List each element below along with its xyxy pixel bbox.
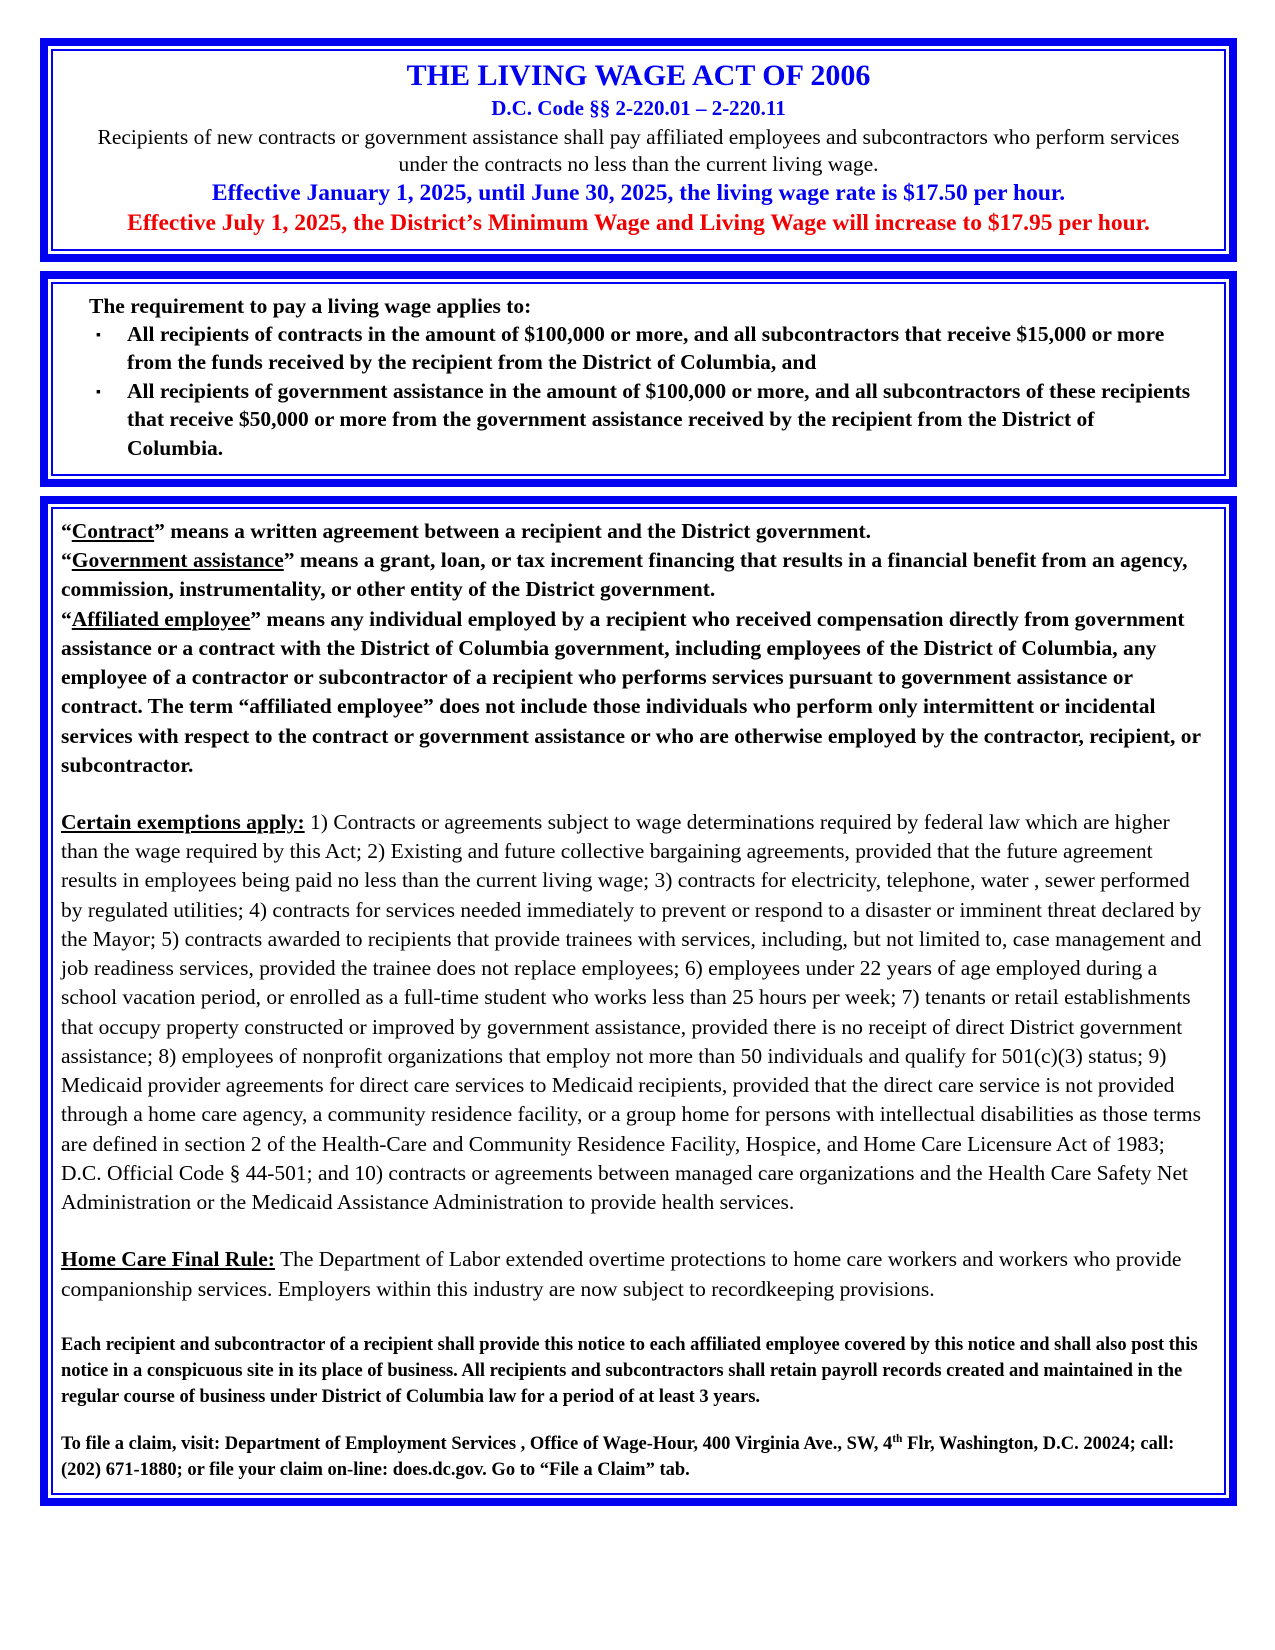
- requirement-text: All recipients of contracts in the amount of $100,000 or more, and all subcontractors that receive $15,000 or more from the funds received by the recipient from the District of Columbia, and: [127, 322, 1165, 375]
- home-care-lead: Home Care Final Rule:: [61, 1247, 275, 1272]
- home-care-text: The Department of Labor extended overtime protections to home care workers and workers who provide companionship services. Employers within this industry are now subject to recordkeeping provisions.: [61, 1247, 1182, 1301]
- code-citation: D.C. Code §§ 2-220.01 – 2-220.11: [491, 95, 786, 120]
- notice-paragraph: Each recipient and subcontractor of a recipient shall provide this notice to each affiliated employee covered by this notice and shall also post this notice in a conspicuous site in its place of business. All recipients and subcontractors shall retain payroll records created and maintained in the regular course of business under District of Columbia law for a period of at least 3 years.: [61, 1334, 1198, 1408]
- exemptions-paragraph: [61, 808, 1210, 1217]
- claim-text-after: Flr, Washington, D.C. 20024; call: (202) 671-1880; or file your claim on-line: does.dc.gov. Go to “File a Claim” tab.: [61, 1433, 1175, 1480]
- bullet-square-icon: ▪: [96, 328, 101, 344]
- open-quote: “: [61, 518, 72, 543]
- claim-superscript: th: [892, 1432, 903, 1445]
- details-box-inner: [51, 507, 1226, 1495]
- requirements-list: [89, 320, 1194, 462]
- effective-rate-current: Effective January 1, 2025, until June 30, 2025, the living wage rate is $17.50 per hour.: [211, 179, 1066, 206]
- effective-rate-future: Effective July 1, 2025, the District’s Minimum Wage and Living Wage will increase to $17.95 per hour.: [127, 210, 1150, 237]
- list-item: [89, 320, 1194, 377]
- claim-text-before: To file a claim, visit: Department of Employment Services , Office of Wage-Hour, 400 Virginia Ave., SW, 4: [61, 1433, 893, 1454]
- definition-text: ” means a written agreement between a recipient and the District government.: [154, 518, 872, 543]
- exemptions-text: 1) Contracts or agreements subject to wage determinations required by federal law which are higher than the wage required by this Act; 2) Existing and future collective bargaining agreements, provided that the future agreement results in employees being paid no less than the current living wage; 3) contracts for electricity, telephone, water , sewer performed by regulated utilities; 4) contracts for services needed immediately to prevent or respond to a disaster or imminent threat declared by the Mayor; 5) contracts awarded to recipients that provide trainees with services, including, but not limited to, case management and job readiness services, provided the trainee does not replace employees; 6) employees under 22 years of age employed during a school vacation period, or enrolled as a full-time student who works less than 25 hours per week; 7) tenants or retail establishments that occupy property constructed or improved by government assistance, provided there is no receipt of direct District government assistance; 8) employees of nonprofit organizations that employ not more than 50 individuals and qualify for 501(c)(3) status; 9) Medicaid provider agreements for direct care services to Medicaid recipients, provided that the direct care service is not provided through a home care agency, a community residence facility, or a group home for persons with intellectual disabilities as those terms are defined in section 2 of the Health-Care and Community Residence Facility, Hospice, and Home Care Licensure Act of 1983; D.C. Official Code § 44-501; and 10) contracts or agreements between managed care organizations and the Health Care Safety Net Administration or the Medicaid Assistance Administration to provide health services.: [61, 810, 1202, 1215]
- requirements-heading: The requirement to pay a living wage applies to:: [89, 293, 532, 318]
- header-box: [40, 38, 1237, 262]
- page-title: THE LIVING WAGE ACT OF 2006: [406, 59, 871, 92]
- intro-text: Recipients of new contracts or government assistance shall pay affiliated employees and subcontractors who perform services under the contracts no less than the current living wage.: [97, 124, 1180, 176]
- list-item: [89, 377, 1194, 462]
- exemptions-lead: Certain exemptions apply:: [61, 810, 305, 834]
- header-box-inner: [51, 49, 1226, 251]
- definition-term: Affiliated employee: [71, 606, 251, 631]
- details-box: [40, 496, 1237, 1506]
- definition-affiliated-employee: [61, 605, 1210, 780]
- requirement-text: All recipients of government assistance in the amount of $100,000 or more, and all subcontractors of these recipients that receive $50,000 or more from the government assistance received by the recipient from the District of Columbia.: [127, 378, 1191, 460]
- claim-paragraph: [61, 1431, 1210, 1484]
- home-care-paragraph: [61, 1245, 1210, 1303]
- definition-contract: [61, 517, 1210, 546]
- definition-text: ” means any individual employed by a recipient who received compensation directly from government assistance or a contract with the District of Columbia government, including employees of the District of Columbia, any employee of a contractor or subcontractor of a recipient who performs services pursuant to government assistance or contract. The term “affiliated employee” does not include those individuals who perform only intermittent or incidental services with respect to the contract or government assistance or who are otherwise employed by the contractor, recipient, or subcontractor.: [61, 606, 1201, 777]
- bullet-square-icon: ▪: [96, 384, 101, 400]
- requirements-box: [40, 271, 1237, 487]
- open-quote: “: [61, 548, 72, 573]
- definition-text: ” means a grant, loan, or tax increment financing that results in a financial benefit from an agency, commission, instrumentality, or other entity of the District government.: [61, 548, 1188, 602]
- requirements-box-inner: [51, 282, 1226, 476]
- definition-term: Government assistance: [71, 548, 284, 573]
- definition-term: Contract: [71, 518, 155, 543]
- definition-government-assistance: [61, 546, 1210, 604]
- open-quote: “: [61, 606, 72, 631]
